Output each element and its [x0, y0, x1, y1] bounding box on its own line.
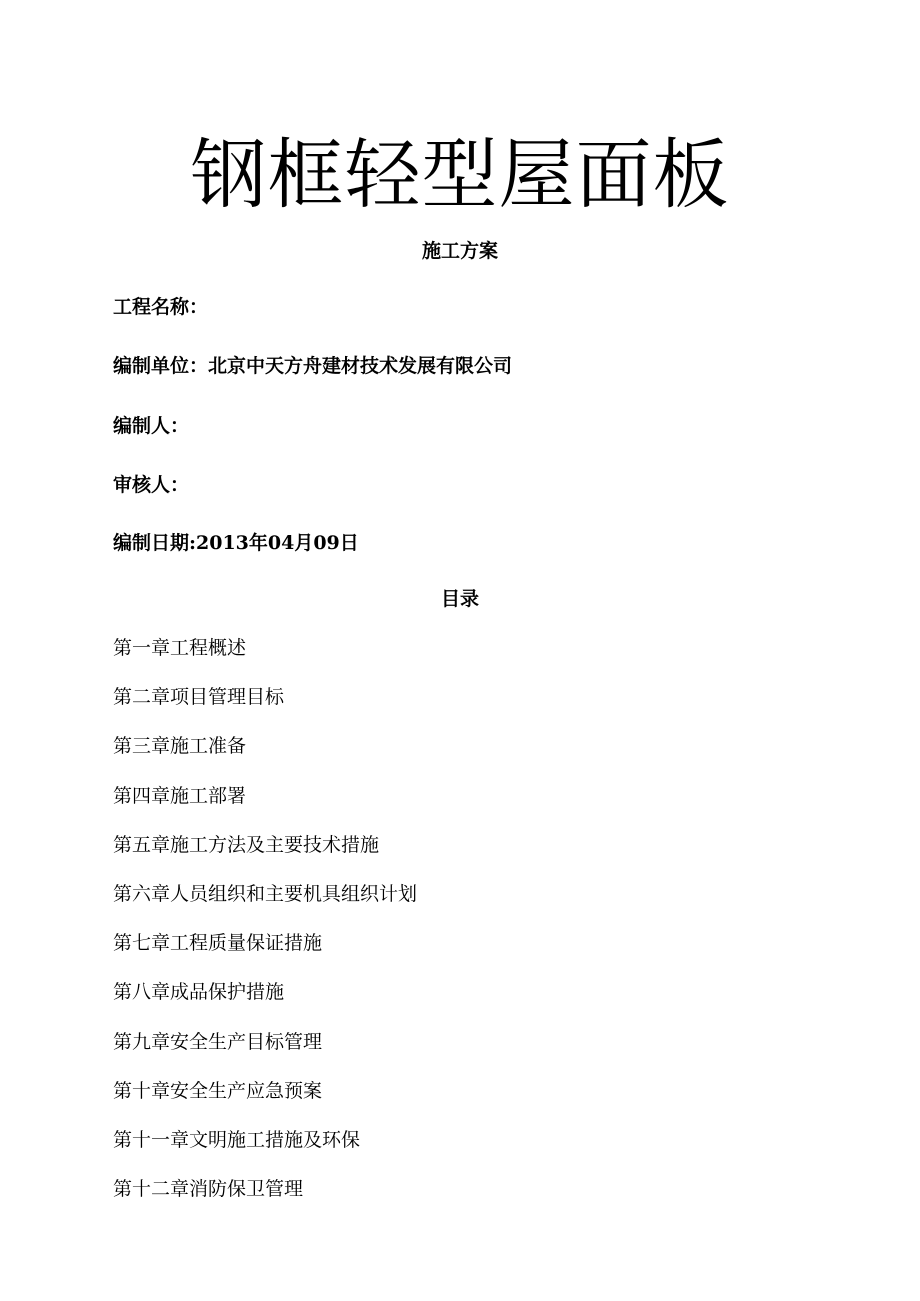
- compiling-unit-label: 编制单位：: [113, 355, 209, 377]
- compiler-field: [113, 413, 189, 439]
- toc-heading: 目录: [440, 588, 479, 610]
- toc-item: 第九章安全生产目标管理: [113, 1030, 323, 1053]
- document-title: 钢框轻型屋面板: [190, 130, 730, 219]
- table-of-contents: [113, 635, 417, 1225]
- compiling-unit-field: [113, 353, 512, 379]
- toc-item: 第三章施工准备: [113, 735, 247, 758]
- toc-item: 第二章项目管理目标: [113, 686, 285, 709]
- toc-item: 第十章安全生产应急预案: [113, 1079, 323, 1102]
- compiling-unit-value: 北京中天方舟建材技术发展有限公司: [208, 355, 513, 377]
- toc-item: 第八章成品保护措施: [113, 981, 285, 1004]
- compile-date-field: [113, 530, 359, 556]
- project-name-field: [113, 294, 208, 320]
- toc-item: 第十二章消防保卫管理: [113, 1178, 304, 1201]
- project-name-label: 工程名称：: [113, 296, 209, 318]
- reviewer-label: 审核人：: [113, 474, 190, 496]
- compile-date-value: 2013年04月09日: [196, 532, 359, 554]
- toc-item: 第十一章文明施工措施及环保: [113, 1128, 361, 1151]
- document-subtitle: 施工方案: [421, 240, 498, 262]
- compiler-label: 编制人：: [113, 415, 190, 437]
- toc-item: 第一章工程概述: [113, 637, 247, 659]
- toc-item: 第四章施工部署: [113, 784, 247, 807]
- toc-item: 第五章施工方法及主要技术措施: [113, 833, 380, 856]
- toc-item: 第六章人员组织和主要机具组织计划: [113, 882, 418, 905]
- compile-date-label: 编制日期:: [113, 532, 197, 554]
- reviewer-field: [113, 472, 189, 498]
- toc-item: 第七章工程质量保证措施: [113, 932, 323, 955]
